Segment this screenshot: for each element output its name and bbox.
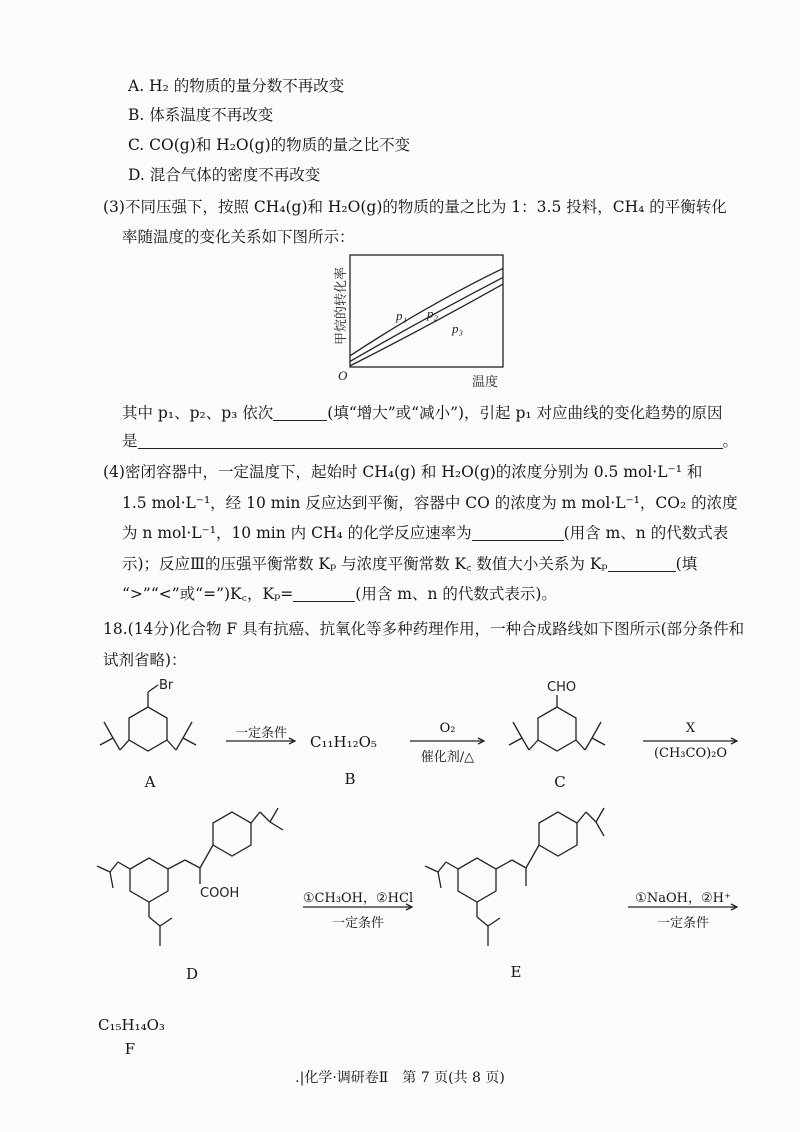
molecule-a [100,685,196,751]
carboxyl-group: COOH [200,886,240,901]
molecule-e [425,808,604,946]
bromo-group: Br [159,678,174,693]
q18-line1: 18.(14分)化合物 F 具有抗癌、抗氧化等多种药理作用，一种合成路线如下图所示(部分条件和 [103,620,745,638]
label-b: B [344,770,356,788]
part4-l3b: (用含 m、n 的代数式表 [563,524,729,542]
y-axis-label: 甲烷的转化率 [334,266,349,345]
formula-b: C₁₁H₁₂O₅ [310,733,377,751]
part3-q-a: 其中 p₁、p₂、p₃ 依次 [122,404,274,422]
part4-line3 [122,522,728,544]
arrow4-condition: 一定条件 [331,916,384,931]
answer-blank-reason[interactable] [138,432,723,449]
part4-l5b: (用含 m、n 的代数式表示)。 [355,585,557,603]
part4-l4b: (填 [675,555,698,573]
option-b: B. 体系温度不再改变 [128,106,274,124]
part4-line1: (4)密闭容器中，一定温度下，起始时 CH₄(g) 和 H₂O(g)的浓度分别为 0.5 mol·L⁻¹ 和 [103,463,703,481]
part3-q-c: 是 [122,432,138,450]
chart-frame [350,255,503,367]
arrow5-reagent: ①NaOH，②H⁺ [635,891,731,906]
part3-question [122,402,723,424]
arrow3-condition: (CH₃CO)₂O [653,746,728,761]
label-a: A [144,773,156,791]
series-line-1 [350,268,503,355]
option-d: D. 混合气体的密度不再改变 [128,166,321,184]
arrow3-reagent: X [685,721,696,736]
aldehyde-group: CHO [547,680,577,695]
part3-reason [122,430,738,452]
series-line-3 [350,284,503,366]
part3-q-b: (填“增大”或“减小”)，引起 p₁ 对应曲线的变化趋势的原因 [327,404,723,422]
series-line-2 [350,277,503,361]
option-c: C. CO(g)和 H₂O(g)的物质的量之比不变 [128,136,411,154]
answer-blank-kp[interactable] [293,585,355,602]
part4-line4 [122,553,697,575]
formula-f: C₁₅H₁₄O₃ [98,1016,165,1034]
part3-line2: 率随温度的变化关系如下图所示： [122,228,355,246]
label-c: C [554,773,566,791]
part3-q-end: 。 [722,432,739,450]
label-f: F [124,1040,136,1058]
arrow2-condition: 催化剂/△ [420,750,475,765]
option-a: A. H₂ 的物质的量分数不再改变 [128,77,345,95]
part4-line5 [122,583,557,605]
arrow5-condition: 一定条件 [656,916,709,931]
part4-l3a: 为 n mol·L⁻¹，10 min 内 CH₄ 的化学反应速率为 [122,524,472,542]
arrow4-reagent: ①CH₃OH，②HCl [302,891,414,906]
answer-blank-compare[interactable] [608,555,676,572]
arrow2-reagent: O₂ [439,721,456,736]
answer-blank-trend[interactable] [273,404,327,421]
molecule-d [97,808,283,946]
label-d: D [185,965,199,983]
series-label-p3: p₃ [452,321,464,336]
part3-line1: (3)不同压强下，按照 CH₄(g)和 H₂O(g)的物质的量之比为 1：3.5 投料，CH₄ 的平衡转化 [103,198,727,216]
origin-label: O [338,368,348,383]
page-footer: .|化学·调研卷Ⅱ 第 7 页(共 8 页) [295,1070,505,1086]
answer-blank-rate[interactable] [472,524,564,541]
arrow1-condition: 一定条件 [234,726,287,741]
q18-line2: 试剂省略)： [103,651,187,669]
part4-l5a: “>”“<”或“=”)K꜀，Kₚ= [122,585,294,603]
molecule-c [509,695,605,751]
series-label-p2: p₂ [427,306,439,321]
series-label-p1: p₁ [396,308,408,323]
label-e: E [510,963,522,981]
part4-l4a: 示)；反应Ⅲ的压强平衡常数 Kₚ 与浓度平衡常数 K꜀ 数值大小关系为 Kₚ [122,555,608,573]
part4-line2: 1.5 mol·L⁻¹，经 10 min 反应达到平衡，容器中 CO 的浓度为 m mol·L⁻¹，CO₂ 的浓度 [122,494,738,512]
x-axis-label: 温度 [472,375,499,390]
